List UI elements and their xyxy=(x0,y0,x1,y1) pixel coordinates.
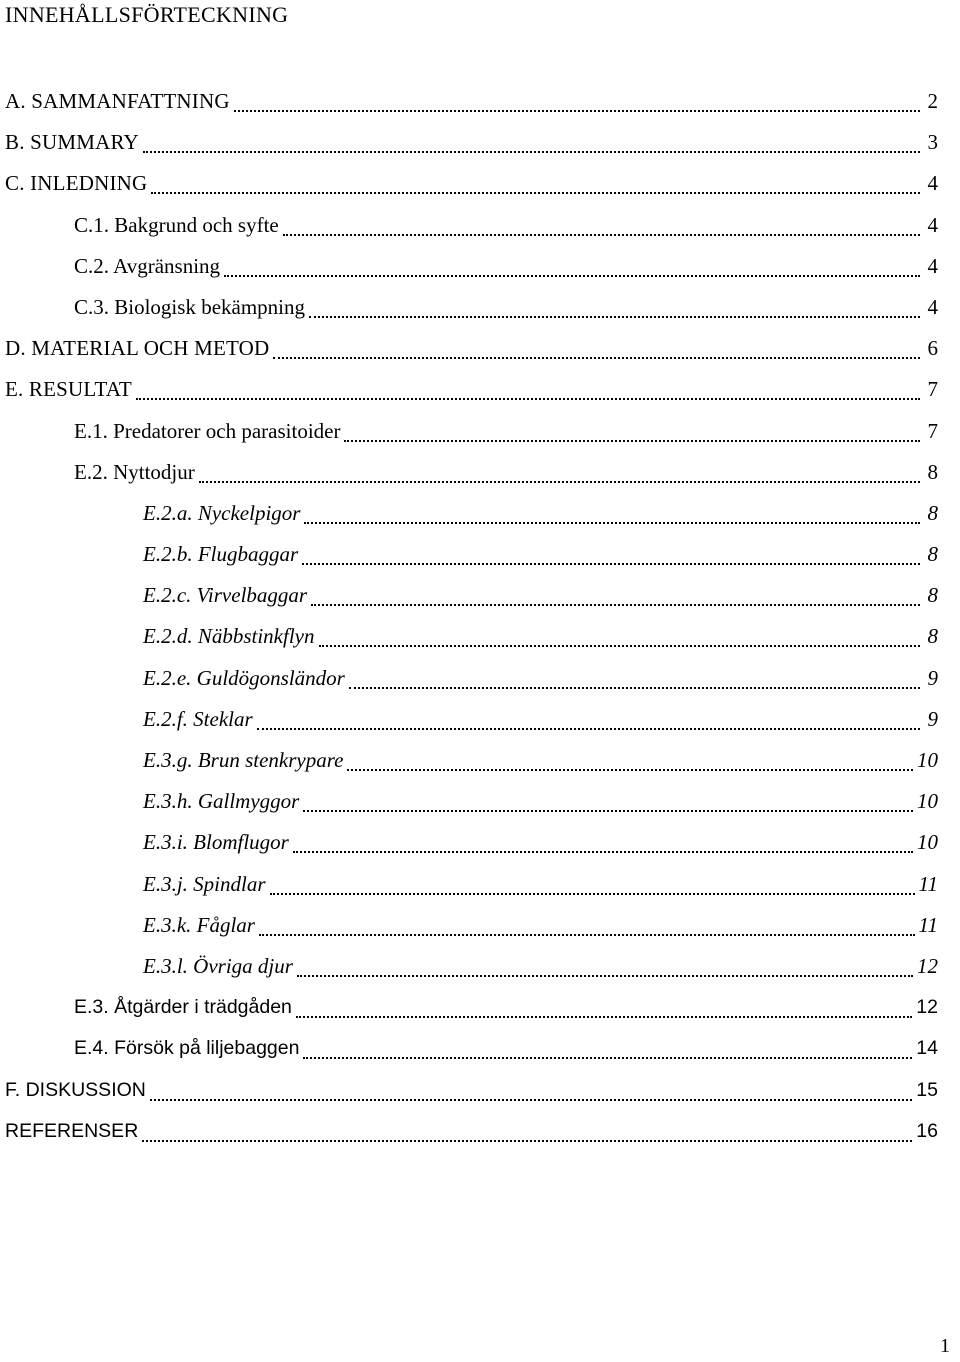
toc-entry-page: 7 xyxy=(927,418,938,443)
toc-entry-page: 10 xyxy=(917,789,938,814)
dot-leader xyxy=(293,827,913,853)
toc-entry-page: 8 xyxy=(927,624,938,649)
toc-entry[interactable] xyxy=(0,910,960,951)
toc-entry-page: 8 xyxy=(927,542,938,567)
toc-entry-page: 4 xyxy=(927,253,938,278)
toc-entry-page: 8 xyxy=(927,459,938,484)
toc-entry-page: 9 xyxy=(927,665,938,690)
toc-entry-label: E.2.f. Steklar xyxy=(143,706,253,731)
toc-entry-label: E.2. Nyttodjur xyxy=(74,459,195,484)
toc-entry-label: B. SUMMARY xyxy=(5,130,139,155)
toc-entry[interactable] xyxy=(0,127,960,168)
dot-leader xyxy=(283,210,920,236)
dot-leader xyxy=(296,992,912,1018)
toc-entry-label: C. INLEDNING xyxy=(5,171,148,196)
dot-leader xyxy=(142,1116,912,1142)
toc-entry[interactable] xyxy=(0,580,960,621)
toc-entry-page: 12 xyxy=(916,996,938,1019)
toc-entry-page: 6 xyxy=(927,336,938,361)
toc-entry[interactable] xyxy=(0,292,960,333)
toc-entry-label: E.3.g. Brun stenkrypare xyxy=(143,748,344,772)
toc-entry-page: 10 xyxy=(917,748,938,772)
toc-entry-page: 16 xyxy=(916,1119,938,1142)
dot-leader xyxy=(136,374,920,400)
toc-entry-label: E.3.i. Blomflugor xyxy=(143,830,289,855)
toc-entry-page: 7 xyxy=(927,377,938,402)
toc-entry-label: E.3.j. Spindlar xyxy=(143,871,266,896)
toc-entry-label: A. SAMMANFATTNING xyxy=(5,89,230,113)
toc-entry-page: 4 xyxy=(927,212,938,237)
dot-leader xyxy=(344,416,920,442)
dot-leader xyxy=(304,498,920,524)
toc-entry-page: 4 xyxy=(927,294,938,319)
toc-entry[interactable] xyxy=(0,827,960,868)
page-number: 1 xyxy=(940,1335,950,1357)
toc-entry-page: 10 xyxy=(917,830,938,855)
toc-entry-label: F. DISKUSSION xyxy=(5,1078,146,1101)
toc-entry-label: E.3.k. Fåglar xyxy=(143,912,255,937)
toc-entry[interactable] xyxy=(0,704,960,745)
dot-leader xyxy=(347,745,913,771)
toc-entry-page: 14 xyxy=(916,1037,938,1060)
toc-entry[interactable] xyxy=(0,786,960,827)
toc-entry-label: E.2.b. Flugbaggar xyxy=(143,542,299,567)
toc-entry-label: C.3. Biologisk bekämpning xyxy=(74,294,305,319)
toc-entry[interactable] xyxy=(0,210,960,251)
toc-entry-label: E.1. Predatorer och parasitoider xyxy=(74,418,341,443)
toc-entry-page: 4 xyxy=(927,171,938,196)
toc-entry-label: E.2.d. Näbbstinkflyn xyxy=(143,624,315,649)
toc-entry[interactable] xyxy=(0,1116,960,1157)
toc-entry-label: E.3.l. Övriga djur xyxy=(143,953,293,978)
dot-leader xyxy=(257,704,920,730)
dot-leader xyxy=(303,786,913,812)
toc-entry[interactable] xyxy=(0,168,960,209)
toc-entry-page: 11 xyxy=(918,912,938,937)
dot-leader xyxy=(234,86,920,112)
dot-leader xyxy=(151,168,920,194)
toc-entry[interactable] xyxy=(0,1033,960,1074)
dot-leader xyxy=(309,292,920,318)
toc-entry-page: 8 xyxy=(927,583,938,608)
dot-leader xyxy=(319,621,921,647)
toc-entry-page: 15 xyxy=(916,1078,938,1101)
toc-entry[interactable] xyxy=(0,498,960,539)
toc-entry-label: D. MATERIAL OCH METOD xyxy=(5,336,270,361)
toc-entry[interactable] xyxy=(0,869,960,910)
toc-entry[interactable] xyxy=(0,333,960,374)
table-of-contents xyxy=(0,86,960,1157)
dot-leader xyxy=(273,333,920,359)
toc-entry-label: E.4. Försök på liljebaggen xyxy=(74,1037,300,1060)
toc-entry-page: 8 xyxy=(927,500,938,525)
toc-entry-label: E.3.h. Gallmyggor xyxy=(143,789,300,814)
page-title: INNEHÅLLSFÖRTECKNING xyxy=(5,2,289,27)
toc-entry-label: C.2. Avgränsning xyxy=(74,253,221,278)
toc-entry[interactable] xyxy=(0,745,960,786)
toc-entry[interactable] xyxy=(0,1075,960,1116)
toc-entry-label: E.2.a. Nyckelpigor xyxy=(143,500,301,525)
toc-entry[interactable] xyxy=(0,251,960,292)
dot-leader xyxy=(297,951,913,977)
dot-leader xyxy=(150,1075,912,1101)
toc-entry-label: E.2.c. Virvelbaggar xyxy=(143,583,308,608)
toc-entry[interactable] xyxy=(0,539,960,580)
toc-entry-label: REFERENSER xyxy=(5,1119,139,1142)
dot-leader xyxy=(303,1033,912,1059)
toc-entry[interactable] xyxy=(0,663,960,704)
toc-entry-page: 12 xyxy=(917,953,938,978)
toc-entry[interactable] xyxy=(0,621,960,662)
dot-leader xyxy=(224,251,920,277)
dot-leader xyxy=(259,910,915,936)
toc-entry[interactable] xyxy=(0,951,960,992)
toc-entry[interactable] xyxy=(0,86,960,127)
dot-leader xyxy=(349,663,920,689)
toc-entry-page: 11 xyxy=(918,871,938,896)
dot-leader xyxy=(270,869,915,895)
toc-entry[interactable] xyxy=(0,374,960,415)
dot-leader xyxy=(143,127,920,153)
toc-entry[interactable] xyxy=(0,992,960,1033)
dot-leader xyxy=(199,457,920,483)
dot-leader xyxy=(302,539,920,565)
dot-leader xyxy=(311,580,920,606)
toc-entry[interactable] xyxy=(0,416,960,457)
toc-entry-label: E.3. Åtgärder i trädgåden xyxy=(74,996,292,1019)
toc-entry[interactable] xyxy=(0,457,960,498)
toc-entry-label: E.2.e. Guldögonsländor xyxy=(143,665,345,690)
toc-entry-page: 3 xyxy=(927,130,938,155)
toc-entry-page: 9 xyxy=(927,706,938,731)
toc-entry-label: C.1. Bakgrund och syfte xyxy=(74,212,279,237)
toc-entry-page: 2 xyxy=(927,89,938,113)
toc-entry-label: E. RESULTAT xyxy=(5,377,132,402)
